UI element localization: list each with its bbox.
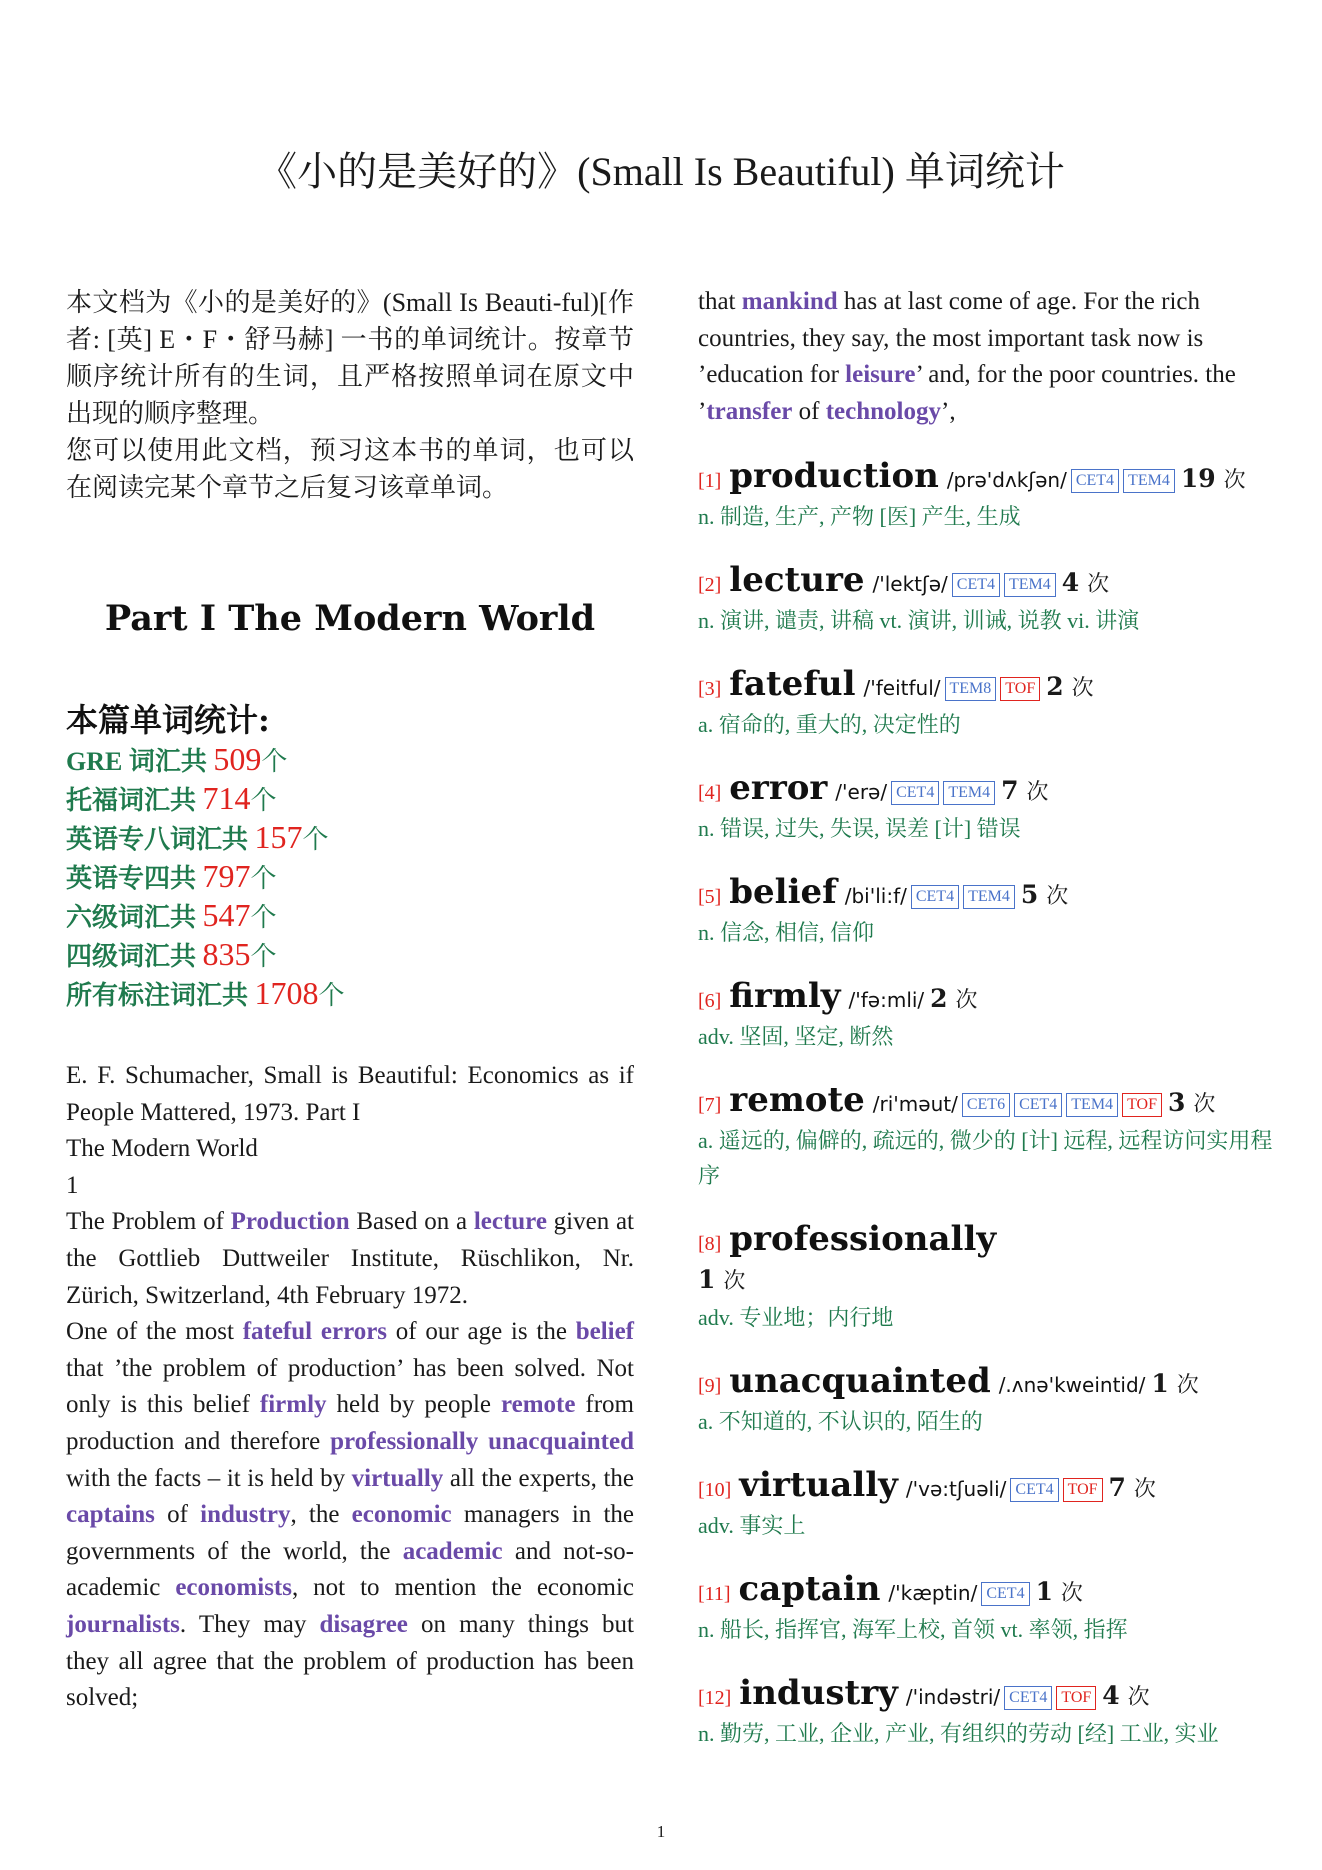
entry-count: 1 <box>1035 1577 1053 1607</box>
entry-count-unit: 次 <box>1133 1477 1156 1503</box>
stats-label: 托福词汇共 <box>66 786 203 815</box>
stats-count: 157 <box>254 819 303 855</box>
entry-count: 7 <box>1001 776 1019 806</box>
entry-phonetic: /'kæptin/ <box>888 1581 978 1606</box>
entry-count-unit: 次 <box>1060 1581 1083 1607</box>
vocab-entry <box>698 562 1278 638</box>
stats-unit: 个 <box>250 942 277 971</box>
intro-section <box>66 284 634 506</box>
entry-word[interactable]: industry <box>739 1673 898 1714</box>
entry-phonetic: /ri'məut/ <box>872 1092 958 1117</box>
entry-definition: a. 遥远的, 偏僻的, 疏远的, 微少的 [计] 远程, 远程访问实用程序 <box>698 1128 1273 1189</box>
entry-index: [7] <box>698 1094 722 1117</box>
entry-count-unit: 次 <box>1127 1685 1150 1711</box>
entry-count: 5 <box>1020 880 1039 910</box>
vocab-entry <box>698 978 1278 1054</box>
entry-index: [11] <box>698 1583 731 1606</box>
entry-count: 4 <box>1061 568 1080 598</box>
exam-tag-badge: CET4 <box>891 781 939 805</box>
entry-definition: n. 信念, 相信, 信仰 <box>698 920 875 946</box>
stats-row <box>66 858 634 897</box>
continued-paragraph: that mankind has at last come of age. For the rich countries, they say, the most important task now is ’education for leisure’ and, for the poor countries. the ’transfer of technology’, <box>698 288 1236 425</box>
entry-count: 7 <box>1108 1473 1126 1503</box>
highlighted-word[interactable]: remote <box>500 1391 576 1419</box>
exam-tag-badge: TOF <box>1122 1093 1162 1117</box>
entry-word[interactable]: firmly <box>729 976 841 1017</box>
entry-word[interactable]: lecture <box>729 560 865 601</box>
vocab-entry-head <box>698 458 1278 499</box>
highlighted-word[interactable]: virtually <box>351 1464 444 1492</box>
chapter-number: 1 <box>66 1171 79 1199</box>
left-column <box>66 284 634 1717</box>
entry-count: 2 <box>930 984 948 1014</box>
exam-tag-badge: TEM4 <box>1123 469 1175 493</box>
entry-definition: adv. 事实上 <box>698 1513 806 1539</box>
vocab-entry-head <box>698 1675 1278 1716</box>
exam-tag-badge: CET4 <box>952 573 1000 597</box>
exam-tag-badge: CET4 <box>1004 1686 1052 1710</box>
exam-tag-badge: TEM4 <box>1004 573 1056 597</box>
vocabulary-list <box>698 458 1278 1751</box>
stats-list <box>66 741 634 1014</box>
entry-index: [6] <box>698 990 722 1013</box>
vocab-entry-head <box>698 770 1278 811</box>
exam-tag-badge: TOF <box>1000 677 1040 701</box>
highlighted-word[interactable]: Production <box>230 1208 350 1236</box>
entry-phonetic: /'və:tʃuəli/ <box>905 1477 1007 1502</box>
entry-count-unit: 次 <box>1223 468 1246 494</box>
entry-word[interactable]: virtually <box>739 1465 898 1506</box>
entry-word[interactable]: captain <box>738 1569 881 1610</box>
entry-definition: adv. 坚固, 坚定, 断然 <box>698 1024 894 1050</box>
highlighted-word[interactable]: fateful <box>242 1318 313 1346</box>
intro-paragraph-1: 本文档为《小的是美好的》(Small Is Beauti-ful)[作者: [英] E・F・舒马赫] 一书的单词统计。按章节顺序统计所有的生词，且严格按照单词在原文中出现的顺序整理。 <box>66 288 634 428</box>
stats-label: 英语专八词汇共 <box>66 825 255 854</box>
entry-count-unit: 次 <box>1176 1373 1199 1399</box>
vocab-entry <box>698 770 1278 846</box>
highlighted-word[interactable]: unacquainted <box>488 1427 634 1455</box>
exam-tag-badge: TEM4 <box>963 885 1015 909</box>
page-number: 1 <box>656 1822 666 1841</box>
highlighted-word[interactable]: firmly <box>259 1391 327 1419</box>
entry-index: [12] <box>698 1687 732 1710</box>
vocab-entry <box>698 666 1278 742</box>
entry-count: 3 <box>1168 1088 1186 1118</box>
entry-count-unit: 次 <box>955 988 978 1014</box>
paragraph-2: One of the most fateful errors of our age is the belief that ’the problem of production’ has been solved. Not only is this belief firmly held by people remote from production and therefore professionally unacquainted with the facts – it is held by virtually all the experts, the captains of industry, the economic managers in the governments of the world, the academic and not-so-academic economists, not to mention the economic journalists. They may disagree on many things but they all agree that the problem of production has been solved; <box>66 1318 635 1712</box>
stats-count: 547 <box>202 897 251 933</box>
stats-row <box>66 819 634 858</box>
stats-unit: 个 <box>318 981 345 1010</box>
entry-definition: n. 制造, 生产, 产物 [医] 产生, 生成 <box>698 504 1021 530</box>
entry-index: [9] <box>698 1375 722 1398</box>
entry-count: 19 <box>1180 464 1216 494</box>
vocab-entry-head <box>698 1363 1278 1404</box>
entry-definition: n. 船长, 指挥官, 海军上校, 首领 vt. 率领, 指挥 <box>698 1617 1128 1643</box>
entry-index: [3] <box>698 678 722 701</box>
entry-count-unit: 次 <box>1193 1092 1216 1118</box>
entry-word[interactable]: remote <box>729 1080 865 1121</box>
stats-unit: 个 <box>261 747 288 776</box>
stats-row <box>66 936 634 975</box>
entry-count: 2 <box>1046 672 1064 702</box>
exam-tag-badge: CET4 <box>1014 1093 1062 1117</box>
highlighted-word[interactable]: industry <box>200 1501 291 1529</box>
vocab-entry <box>698 1363 1278 1439</box>
entry-phonetic: /'lektʃə/ <box>872 572 948 597</box>
vocab-entry <box>698 874 1278 950</box>
entry-count: 1 <box>1151 1369 1169 1399</box>
stats-label: 四级词汇共 <box>66 942 203 971</box>
entry-index: [5] <box>698 886 722 909</box>
entry-count: 1 <box>698 1265 716 1295</box>
entry-index: [1] <box>698 470 722 493</box>
stats-count: 1708 <box>254 975 319 1011</box>
exam-tag-badge: TEM4 <box>1066 1093 1118 1117</box>
vocab-entry <box>698 1082 1278 1193</box>
stats-label: 六级词汇共 <box>66 903 203 932</box>
highlighted-word[interactable]: belief <box>575 1318 635 1346</box>
vocab-entry-head <box>698 874 1278 915</box>
stats-row <box>66 975 634 1014</box>
entry-word[interactable]: unacquainted <box>729 1361 991 1402</box>
entry-count-unit: 次 <box>1087 572 1110 598</box>
stats-heading: 本篇单词统计: <box>66 701 270 739</box>
entry-word[interactable]: error <box>729 768 828 809</box>
exam-tag-badge: TEM4 <box>943 781 995 805</box>
highlighted-word[interactable]: leisure <box>845 361 916 389</box>
exam-tag-badge: CET4 <box>981 1582 1029 1606</box>
vocab-entry-head <box>698 1221 1278 1300</box>
highlighted-word[interactable]: mankind <box>741 288 838 315</box>
stats-unit: 个 <box>302 825 329 854</box>
entry-phonetic: /bi'li:f/ <box>844 884 907 909</box>
entry-definition: n. 错误, 过失, 失误, 误差 [计] 错误 <box>698 816 1021 842</box>
highlighted-word[interactable]: transfer <box>706 397 793 425</box>
stats-unit: 个 <box>250 903 277 932</box>
highlighted-word[interactable]: errors <box>320 1318 388 1346</box>
vocab-entry-head <box>698 1467 1278 1508</box>
highlighted-word[interactable]: captains <box>66 1501 155 1529</box>
intro-paragraph-2: 您可以使用此文档，预习这本书的单词，也可以在阅读完某个章节之后复习该章单词。 <box>66 436 634 502</box>
vocab-entry-head <box>698 666 1278 707</box>
entry-word[interactable]: production <box>729 456 939 497</box>
vocab-entry <box>698 458 1278 534</box>
entry-word[interactable]: belief <box>729 872 837 913</box>
entry-phonetic: /prə'dʌkʃən/ <box>946 468 1067 493</box>
stats-unit: 个 <box>250 786 277 815</box>
entry-definition: n. 演讲, 谴责, 讲稿 vt. 演讲, 训诫, 说教 vi. 讲演 <box>698 608 1140 634</box>
stats-count: 509 <box>213 741 262 777</box>
highlighted-word[interactable]: disagree <box>319 1610 408 1638</box>
vocab-entry-head <box>698 1571 1278 1612</box>
stats-label: GRE 词汇共 <box>66 747 214 776</box>
entry-count-unit: 次 <box>1071 676 1094 702</box>
entry-definition: adv. 专业地；内行地 <box>698 1305 894 1331</box>
stats-unit: 个 <box>250 864 277 893</box>
document-title: 《小的是美好的》(Small Is Beautiful) 单词统计 <box>257 149 1065 194</box>
highlighted-word[interactable]: technology <box>825 397 942 425</box>
stats-label: 所有标注词汇共 <box>66 981 255 1010</box>
vocab-entry-head <box>698 978 1278 1019</box>
entry-index: [10] <box>698 1479 732 1502</box>
vocab-entry <box>698 1675 1278 1751</box>
stats-row <box>66 780 634 819</box>
entry-phonetic: /'indəstri/ <box>905 1685 1001 1710</box>
exam-tag-badge: CET4 <box>1010 1478 1058 1502</box>
vocab-entry <box>698 1467 1278 1543</box>
vocab-entry-head <box>698 1082 1278 1123</box>
highlighted-word[interactable]: economists <box>175 1574 292 1602</box>
right-column <box>698 284 1278 1751</box>
source-line-2: The Modern World <box>66 1135 258 1163</box>
highlighted-word[interactable]: journalists <box>66 1610 180 1638</box>
source-line: E. F. Schumacher, Small is Beautiful: Economics as if People Mattered, 1973. Part I <box>66 1062 634 1126</box>
paragraph-1: The Problem of Production Based on a lecture given at the Gottlieb Duttweiler Institute, Rüschlikon, Nr. Zürich, Switzerland, 4th February 1972. <box>66 1208 634 1309</box>
vocab-entry <box>698 1571 1278 1647</box>
exam-tag-badge: CET6 <box>962 1093 1010 1117</box>
vocab-entry-head <box>698 562 1278 603</box>
exam-tag-badge: TOF <box>1063 1478 1103 1502</box>
entry-index: [8] <box>698 1233 722 1256</box>
stats-count: 835 <box>202 936 251 972</box>
entry-index: [2] <box>698 574 722 597</box>
entry-index: [4] <box>698 782 722 805</box>
entry-definition: a. 宿命的, 重大的, 决定性的 <box>698 712 961 738</box>
stats-row <box>66 741 634 780</box>
stats-count: 714 <box>202 780 251 816</box>
vocab-entry <box>698 1221 1278 1335</box>
entry-phonetic: /.ʌnə'kweintid/ <box>998 1373 1146 1398</box>
entry-count-unit: 次 <box>1046 884 1069 910</box>
entry-phonetic: /'fə:mli/ <box>848 988 925 1013</box>
stats-label: 英语专四共 <box>66 864 203 893</box>
exam-tag-badge: CET4 <box>911 885 959 909</box>
entry-phonetic: /'feitful/ <box>863 676 941 701</box>
entry-word[interactable]: fateful <box>729 664 856 705</box>
exam-tag-badge: TOF <box>1056 1686 1096 1710</box>
entry-count-unit: 次 <box>723 1269 746 1295</box>
exam-tag-badge: CET4 <box>1071 469 1119 493</box>
stats-count: 797 <box>202 858 251 894</box>
stats-row <box>66 897 634 936</box>
source-text <box>66 1058 634 1717</box>
entry-phonetic: /'erə/ <box>835 780 888 805</box>
entry-definition: a. 不知道的, 不认识的, 陌生的 <box>698 1409 983 1435</box>
entry-word[interactable]: professionally <box>729 1219 997 1260</box>
part-heading: Part I The Modern World <box>104 598 596 639</box>
entry-count: 4 <box>1102 1681 1120 1711</box>
highlighted-word[interactable]: academic <box>402 1537 503 1565</box>
highlighted-word[interactable]: professionally <box>330 1427 479 1455</box>
highlighted-word[interactable]: economic <box>351 1501 452 1529</box>
highlighted-word[interactable]: lecture <box>473 1208 547 1236</box>
entry-count-unit: 次 <box>1026 780 1049 806</box>
entry-definition: n. 勤劳, 工业, 企业, 产业, 有组织的劳动 [经] 工业, 实业 <box>698 1721 1219 1747</box>
exam-tag-badge: TEM8 <box>945 677 997 701</box>
